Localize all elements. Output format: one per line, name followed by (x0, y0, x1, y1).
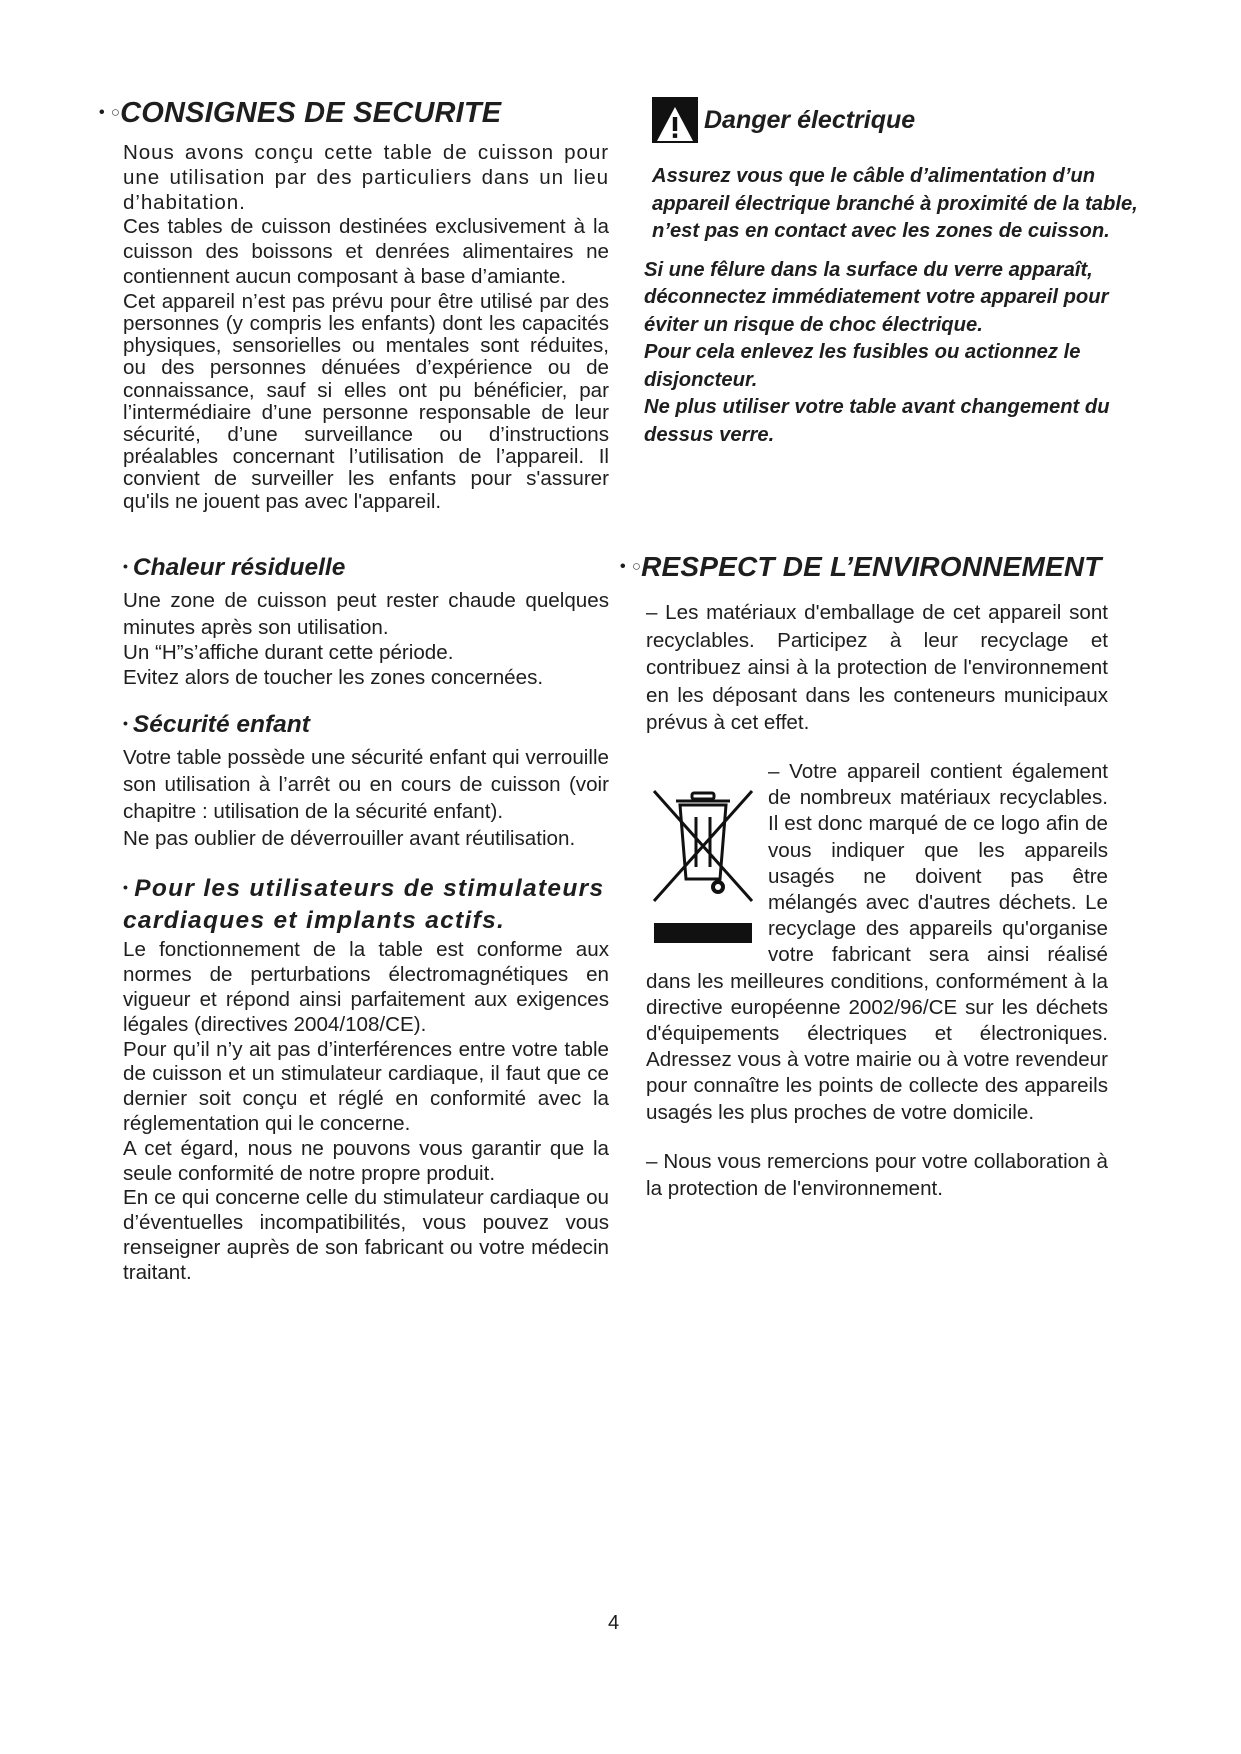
bullet-icon: • (620, 558, 626, 575)
safety-intro (123, 141, 609, 513)
paragraph: Votre table possède une sécurité enfant qui verrouille son utilisation à l’arrêt ou en cours de cuisson (voir chapitre : utilisation de la sécurité enfant). (123, 746, 609, 824)
circle-icon: ○ (631, 558, 642, 575)
section-title-safety: • ○CONSIGNES DE SECURITE (99, 97, 502, 129)
paragraph: Pour qu’il n’y ait pas d’interférences entre votre table de cuisson et un stimulateur cardiaque, il faut que ce dernier soit conçu et réglé en conformité avec la réglementation qui le concerne. (123, 1037, 609, 1135)
paragraph: – Votre appareil contient également de nombreux matériaux recyclables. Il est donc marqué de ce logo afin de vous indiquer que les appareils usagés ne doivent pas être mélangés avec d'autres déchets. Le recyclage des appareils qu'organise votre fabricant sera ainsi réalisé dans les meilleures conditions, conformément à la directive européenne 2002/96/CE sur les déchets d'équipements électriques et électroniques. Adressez vous à votre mairie ou à votre revendeur pour connaître les points de collecte des appareils usagés les plus proches de votre domicile. (646, 759, 1108, 1124)
paragraph: En ce qui concerne celle du stimulateur cardiaque ou d’éventuelles incompatibilités, vous pouvez vous renseigner auprès de son fabricant ou votre médecin traitant. (123, 1186, 609, 1284)
right-column (620, 97, 1140, 1203)
crossed-out-wheelie-bin-icon (648, 767, 758, 947)
paragraph: Ces tables de cuisson destinées exclusivement à la cuisson des boissons et denrées alimentaires ne contiennent aucun composant à base d’amiante. (123, 215, 609, 288)
paragraph: Nous avons conçu cette table de cuisson pour une utilisation par des particuliers dans un lieu d’habitation. (123, 141, 609, 214)
paragraph: – Nous vous remercions pour votre collaboration à la protection de l'environnement. (646, 1149, 1108, 1201)
bullet-icon: • (123, 557, 128, 574)
left-column (99, 97, 609, 1286)
child-safety-section (123, 710, 609, 852)
warning-triangle-icon (652, 97, 698, 143)
warning-triangle-svg (655, 105, 695, 143)
paragraph: Ne plus utiliser votre table avant changement du dessus verre. (644, 396, 1110, 446)
paragraph: Le fonctionnement de la table est conforme aux normes de perturbations électromagnétiques en vigueur et répond ainsi parfaitement aux exigences légales (directives 2004/108/CE). (123, 938, 609, 1036)
paragraph: Une zone de cuisson peut rester chaude quelques minutes après son utilisation. (123, 588, 609, 639)
pacemaker-section (123, 874, 609, 1285)
weee-block (646, 759, 1108, 1126)
section-title-environment: • ○RESPECT DE L’ENVIRONNEMENT (620, 551, 1102, 582)
residual-heat-section (123, 553, 609, 691)
bullet-icon: • (123, 715, 128, 732)
bullet-icon: • (123, 879, 130, 896)
paragraph: Pour cela enlevez les fusibles ou actionnez le disjoncteur. (644, 341, 1081, 391)
circle-icon: ○ (110, 104, 121, 121)
subsection-title: • Chaleur résiduelle (123, 553, 346, 581)
paragraph: Ne pas oublier de déverrouiller avant réutilisation. (123, 827, 576, 851)
page-number: 4 (608, 1612, 620, 1634)
danger-title: Danger électrique (652, 97, 1140, 143)
subsection-title: • Pour les utilisateurs de stimulateurs cardiaques et implants actifs. (123, 875, 605, 935)
danger-body (644, 163, 1139, 449)
paragraph: Si une fêlure dans la surface du verre apparaît, déconnectez immédiatement votre appareil pour éviter un risque de choc électrique. (644, 258, 1109, 336)
paragraph: Assurez vous que le câble d’alimentation d’un appareil électrique branché à proximité de la table, n’est pas en contact avec les zones de cuisson. (652, 165, 1138, 242)
paragraph: Un “H”s’affiche durant cette période. (123, 640, 454, 664)
paragraph: Cet appareil n’est pas prévu pour être utilisé par des personnes (y compris les enfants) dont les capacités physiques, sensorielles ou mentales sont réduites, ou des personnes dénuées d’expérience ou de connaissance, sauf si elles ont pu bénéficier, par l’intermédiaire d’une personne responsable de leur sécurité, d’une surveillance ou d’instructions préalables concernant l’utilisation de l’appareil. Il convient de surveiller les enfants pour s'assurer qu'ils ne jouent pas avec l'appareil. (123, 289, 609, 513)
paragraph: – Les matériaux d'emballage de cet appareil sont recyclables. Participez à leur recyclage et contribuez ainsi à la protection de l'environnement en les déposant dans les conteneurs municipaux prévus à cet effet. (646, 601, 1108, 735)
environment-body (646, 599, 1108, 1203)
subsection-title: • Sécurité enfant (123, 711, 310, 739)
bullet-icon: • (99, 104, 105, 121)
paragraph: A cet égard, nous ne pouvons vous garantir que la seule conformité de notre propre produit. (123, 1136, 609, 1185)
paragraph: Evitez alors de toucher les zones concernées. (123, 665, 544, 689)
